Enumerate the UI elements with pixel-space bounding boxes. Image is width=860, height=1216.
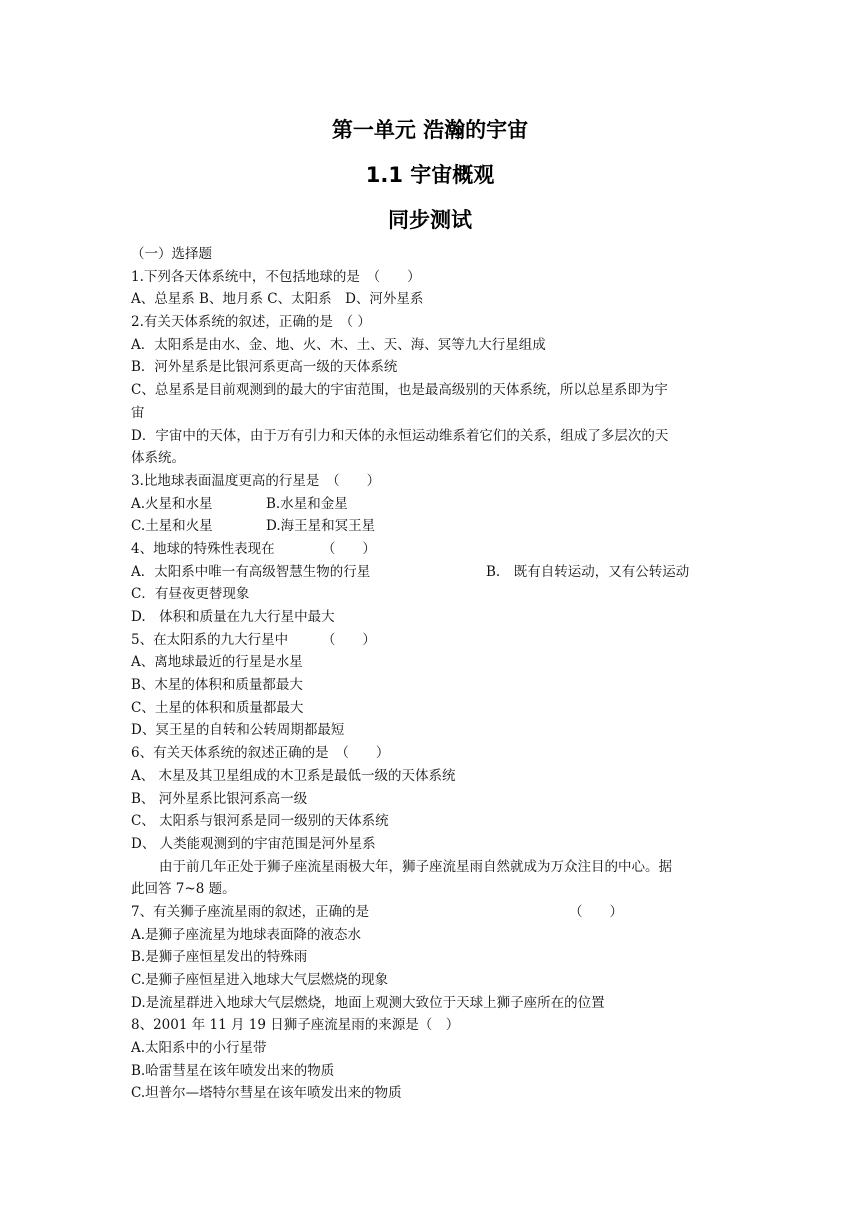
- question-5: 5、在太阳系的九大行星中 （ ）: [131, 631, 376, 648]
- question-6-option-b: B、 河外星系比银河系高一级: [131, 790, 308, 807]
- question-5-option-c: C、土星的体积和质量都最大: [131, 699, 304, 716]
- question-4-option-c: C．有昼夜更替现象: [131, 586, 250, 603]
- question-8-option-b: B.哈雷彗星在该年喷发出来的物质: [131, 1062, 335, 1079]
- question-7-answer-paren: （ ）: [569, 903, 623, 920]
- unit-title: 第一单元 浩瀚的宇宙: [331, 118, 529, 142]
- question-6: 6、有关天体系统的叙述正确的是 （ ）: [131, 745, 390, 762]
- question-5-option-a: A、离地球最近的行星是水星: [131, 654, 303, 671]
- question-7-row: [131, 901, 731, 924]
- question-4-options-ab: [131, 561, 731, 584]
- question-2-option-a: A．太阳系是由水、金、地、火、木、土、天、海、冥等九大行星组成: [131, 336, 546, 353]
- question-7-option-c: C.是狮子座恒星进入地球大气层燃烧的现象: [131, 972, 389, 988]
- question-6-option-d: D、 人类能观测到的宇宙范围是河外星系: [131, 835, 376, 852]
- question-4-option-d: D. 体积和质量在九大行星中最大: [131, 609, 335, 625]
- question-3-option-d: D.海王星和冥王星: [266, 518, 376, 535]
- question-2-option-c-cont: 宙: [131, 404, 145, 421]
- question-2-option-c: C、总星系是目前观测到的最大的宇宙范围，也是最高级别的天体系统，所以总星系即为宇: [131, 382, 668, 399]
- question-3-options-ab: [131, 493, 731, 516]
- question-3-option-a: A.火星和水星: [131, 495, 213, 512]
- question-8-option-a: A.太阳系中的小行星带: [131, 1040, 267, 1057]
- question-7: 7、有关狮子座流星雨的叙述，正确的是: [131, 903, 370, 920]
- question-7-option-a: A.是狮子座流星为地球表面降的液态水: [131, 926, 362, 943]
- question-2-option-b: B．河外星系是比银河系更高一级的天体系统: [131, 359, 398, 376]
- question-3-options-cd: [131, 515, 731, 538]
- question-8-option-c: C.坦普尔—塔特尔彗星在该年喷发出来的物质: [131, 1085, 402, 1102]
- question-4-option-a: A．太阳系中唯一有高级智慧生物的行星: [131, 563, 371, 580]
- test-title: 同步测试: [388, 208, 472, 232]
- question-6-option-a: A、 木星及其卫星组成的木卫系是最低一级的天体系统: [131, 767, 456, 784]
- question-1-options: A、总星系 B、地月系 C、太阳系 D、河外星系: [131, 291, 424, 308]
- question-2-option-d: D．宇宙中的天体，由于万有引力和天体的永恒运动维系着它们的关系，组成了多层次的天: [131, 427, 669, 444]
- question-5-option-b: B、木星的体积和质量都最大: [131, 677, 303, 694]
- question-7-option-d: D.是流星群进入地球大气层燃烧，地面上观测大致位于天球上狮子座所在的位置: [131, 994, 605, 1011]
- question-2-option-d-cont: 体系统。: [131, 450, 185, 467]
- question-3-option-c: C.土星和火星: [131, 518, 213, 535]
- question-8: 8、2001 年 11 月 19 日狮子座流星雨的来源是（ ）: [131, 1017, 460, 1034]
- lesson-title: 1.1 宇宙概观: [365, 163, 495, 187]
- question-6-option-c: C、 太阳系与银河系是同一级别的天体系统: [131, 813, 389, 830]
- question-1: 1.下列各天体系统中，不包括地球的是 （ ）: [131, 268, 421, 285]
- question-4-option-b: B. 既有自转运动，又有公转运动: [486, 563, 690, 580]
- question-3-option-b: B.水星和金星: [266, 495, 348, 512]
- question-5-option-d: D、冥王星的自转和公转周期都最短: [131, 722, 345, 739]
- question-list: [131, 243, 731, 1105]
- question-4: 4、地球的特殊性表现在 （ ）: [131, 540, 376, 557]
- reading-passage-cont: 此回答 7~8 题。: [131, 881, 236, 898]
- question-3: 3.比地球表面温度更高的行星是 （ ）: [131, 472, 381, 489]
- question-7-option-b: B.是狮子座恒星发出的特殊雨: [131, 949, 308, 966]
- section-heading: （一）选择题: [131, 246, 212, 262]
- question-2: 2.有关天体系统的叙述，正确的是 （ ）: [131, 314, 371, 331]
- reading-passage: 由于前几年正处于狮子座流星雨极大年，狮子座流星雨自然就成为万众注目的中心。据: [159, 858, 672, 875]
